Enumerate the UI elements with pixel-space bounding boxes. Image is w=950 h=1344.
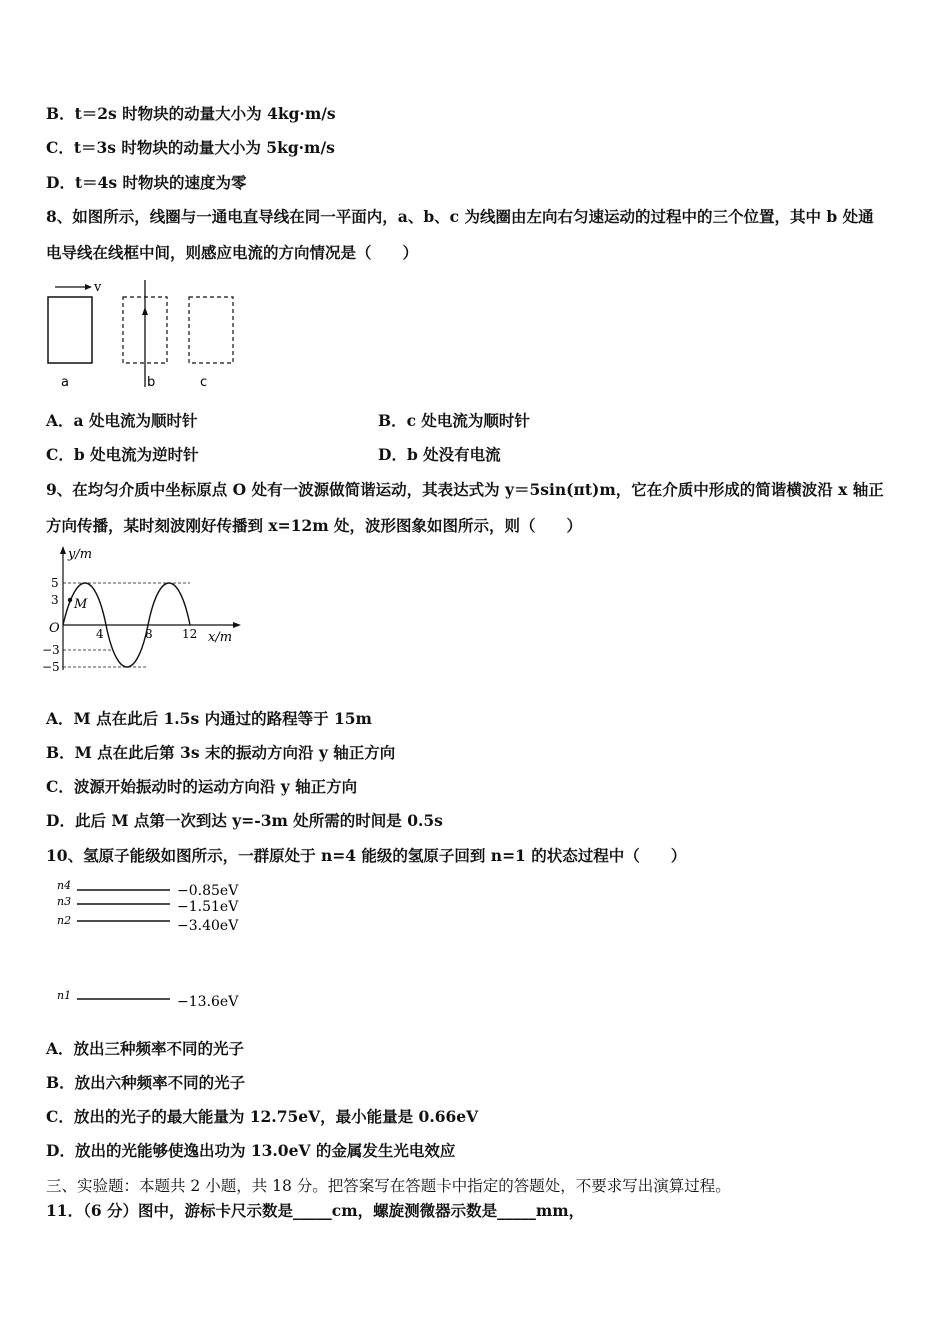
coil-position-c	[189, 297, 233, 363]
point-m-label: M	[74, 597, 88, 612]
q8-option-a: A．a 处电流为顺时针	[46, 411, 198, 430]
level-n4-energy: −0.85eV	[177, 883, 239, 899]
level-n4-label: n4	[57, 879, 72, 892]
level-n1-energy: −13.6eV	[177, 994, 239, 1010]
q10-option-d: D．放出的光能够使逸出功为 13.0eV 的金属发生光电效应	[46, 1141, 456, 1160]
level-n2-energy: −3.40eV	[177, 918, 239, 934]
q7-option-b: B．t＝2s 时物块的动量大小为 4kg·m/s	[46, 104, 336, 123]
q9-stem-line2: 方向传播，某时刻波刚好传播到 x=12m 处，波形图象如图所示，则（ ）	[46, 516, 582, 535]
q8-coil-figure	[40, 275, 250, 395]
level-n2-label: n2	[57, 914, 72, 927]
q9-option-c: C．波源开始振动时的运动方向沿 y 轴正方向	[46, 777, 358, 796]
q8-stem-line2: 电导线在线框中间，则感应电流的方向情况是（ ）	[46, 243, 419, 262]
q9-option-b: B．M 点在此后第 3s 末的振动方向沿 y 轴正方向	[46, 743, 396, 762]
x-axis-label: x/m	[208, 630, 233, 645]
q9-option-a: A．M 点在此后 1.5s 内通过的路程等于 15m	[46, 709, 372, 728]
y-axis-label: y/m	[68, 547, 93, 562]
x-tick-8: 8	[145, 627, 153, 641]
q9-option-d: D．此后 M 点第一次到达 y=-3m 处所需的时间是 0.5s	[46, 811, 443, 830]
velocity-label: v	[94, 280, 102, 295]
q9-wave-figure	[40, 540, 250, 680]
q7-option-d: D．t＝4s 时物块的速度为零	[46, 173, 247, 192]
q8-option-d: D．b 处没有电流	[378, 445, 501, 464]
y-tick-5: 5	[51, 576, 59, 590]
level-n3-energy: −1.51eV	[177, 899, 239, 915]
coil-position-a	[48, 297, 92, 363]
label-b: b	[147, 375, 156, 390]
q8-option-c: C．b 处电流为逆时针	[46, 445, 199, 464]
x-tick-4: 4	[96, 627, 104, 641]
q8-option-b: B．c 处电流为顺时针	[378, 411, 530, 430]
label-c: c	[200, 375, 208, 390]
x-tick-12: 12	[182, 627, 198, 641]
q7-option-c: C．t＝3s 时物块的动量大小为 5kg·m/s	[46, 138, 335, 157]
origin-label: O	[49, 621, 60, 636]
y-tick-3: 3	[51, 593, 59, 607]
q9-stem-line1: 9、在均匀介质中坐标原点 O 处有一波源做简谐运动，其表达式为 y＝5sin(πt)m，它在介质中形成的简谐横波沿 x 轴正	[46, 480, 884, 499]
label-a: a	[61, 375, 69, 390]
q10-option-a: A．放出三种频率不同的光子	[46, 1039, 245, 1058]
y-tick-neg5: −5	[42, 660, 60, 674]
level-n1-label: n1	[57, 989, 72, 1002]
q10-stem: 10、氢原子能级如图所示，一群原处于 n=4 能级的氢原子回到 n=1 的状态过程中（ ）	[46, 846, 687, 865]
section3-heading: 三、实验题：本题共 2 小题，共 18 分。把答案写在答题卡中指定的答题处，不要求写出演算过程。	[46, 1177, 731, 1195]
point-m	[68, 598, 72, 602]
q8-stem-line1: 8、如图所示，线圈与一通电直导线在同一平面内，a、b、c 为线圈由左向右匀速运动的过程中的三个位置，其中 b 处通	[46, 207, 874, 226]
q10-energy-level-figure	[45, 875, 260, 1015]
level-n3-label: n3	[57, 895, 72, 908]
q10-option-c: C．放出的光子的最大能量为 12.75eV，最小能量是 0.66eV	[46, 1107, 479, 1126]
q10-option-b: B．放出六种频率不同的光子	[46, 1073, 246, 1092]
q11-stem: 11．（6 分）图中，游标卡尺示数是_____cm，螺旋测微器示数是_____mm，	[46, 1201, 585, 1220]
y-tick-neg3: −3	[42, 643, 60, 657]
